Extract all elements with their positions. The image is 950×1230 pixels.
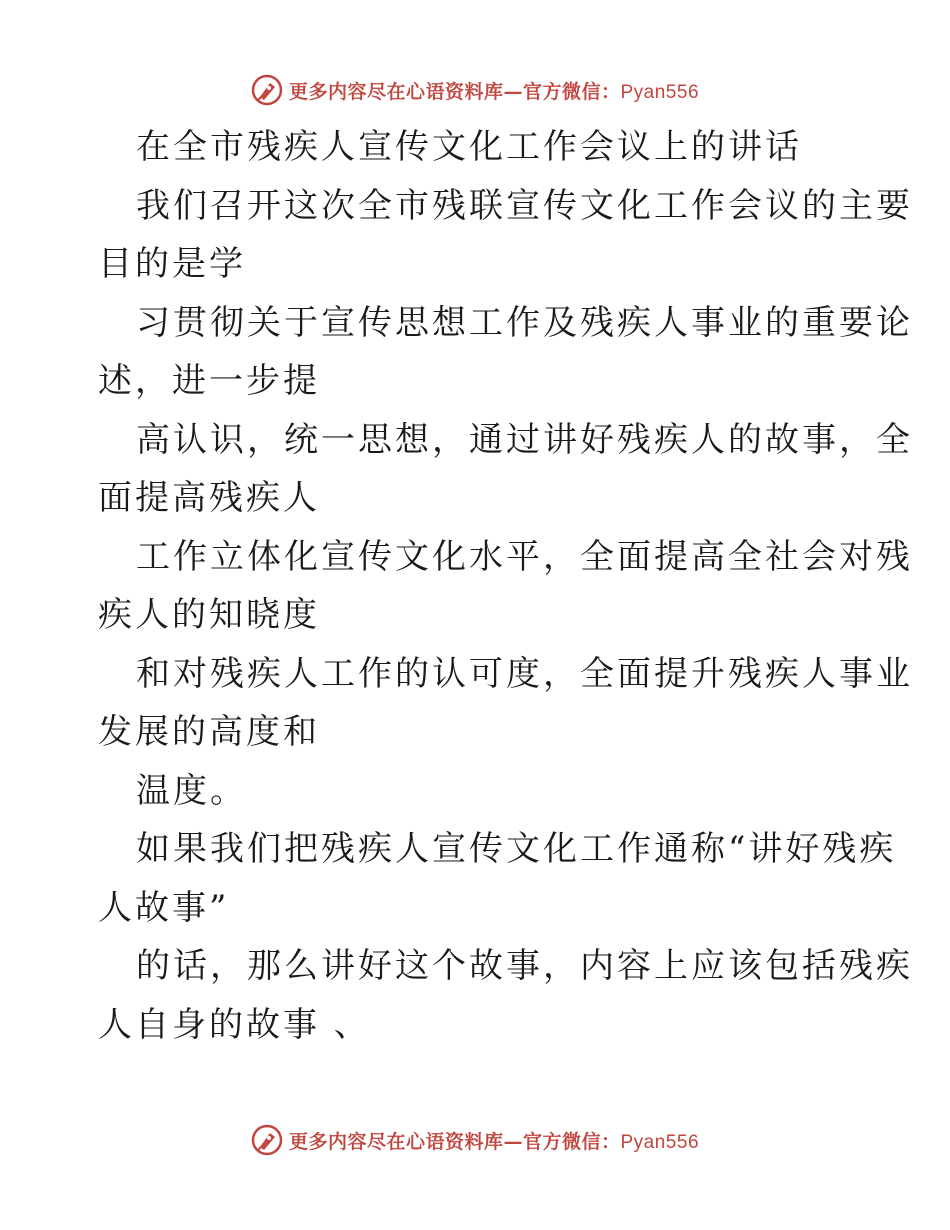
- paragraph-line: 温度。: [136, 770, 247, 811]
- paragraph-line: 的话，那么讲好这个故事，内容上应该包括残疾: [136, 946, 913, 986]
- watermark-wechat-id: Pyan556: [620, 81, 700, 103]
- watermark-label: 更多内容尽在心语资料库—官方微信：: [288, 1130, 621, 1153]
- paragraph-line: 发展的高度和: [98, 712, 320, 752]
- watermark-text: [289, 77, 699, 104]
- paragraph-line: 人故事”: [98, 887, 230, 928]
- paragraph-line: 高认识，统一思想，通过讲好残疾人的故事，全: [136, 419, 913, 460]
- watermark-wechat-id: Pyan556: [620, 1131, 700, 1153]
- paragraph-line: 疾人的知晓度: [98, 595, 320, 635]
- paragraph-line: 我们召开这次全市残联宣传文化工作会议的主要: [136, 185, 913, 226]
- paragraph-line: 工作立体化宣传文化水平，全面提高全社会对残: [136, 536, 913, 577]
- watermark-text: [289, 1127, 699, 1154]
- paragraph-line: 述，进一步提: [98, 361, 320, 401]
- document-body: [98, 118, 913, 1054]
- document-title: 在全市残疾人宣传文化工作会议上的讲话: [136, 127, 802, 167]
- watermark-label: 更多内容尽在心语资料库—官方微信：: [288, 80, 621, 103]
- header-watermark: [0, 72, 950, 108]
- paragraph-line: 目的是学: [98, 244, 246, 284]
- pen-nib-logo-icon: [251, 74, 283, 106]
- pen-nib-logo-icon: [251, 1124, 283, 1156]
- paragraph-line: 如果我们把残疾人宣传文化工作通称“讲好残疾: [136, 829, 897, 869]
- paragraph-line: 面提高残疾人: [98, 478, 320, 518]
- paragraph-line: 习贯彻关于宣传思想工作及残疾人事业的重要论: [136, 302, 913, 343]
- paragraph-line: 人自身的故事 、: [98, 1004, 371, 1045]
- footer-watermark: [0, 1122, 950, 1158]
- paragraph-line: 和对残疾人工作的认可度，全面提升残疾人事业: [136, 653, 913, 694]
